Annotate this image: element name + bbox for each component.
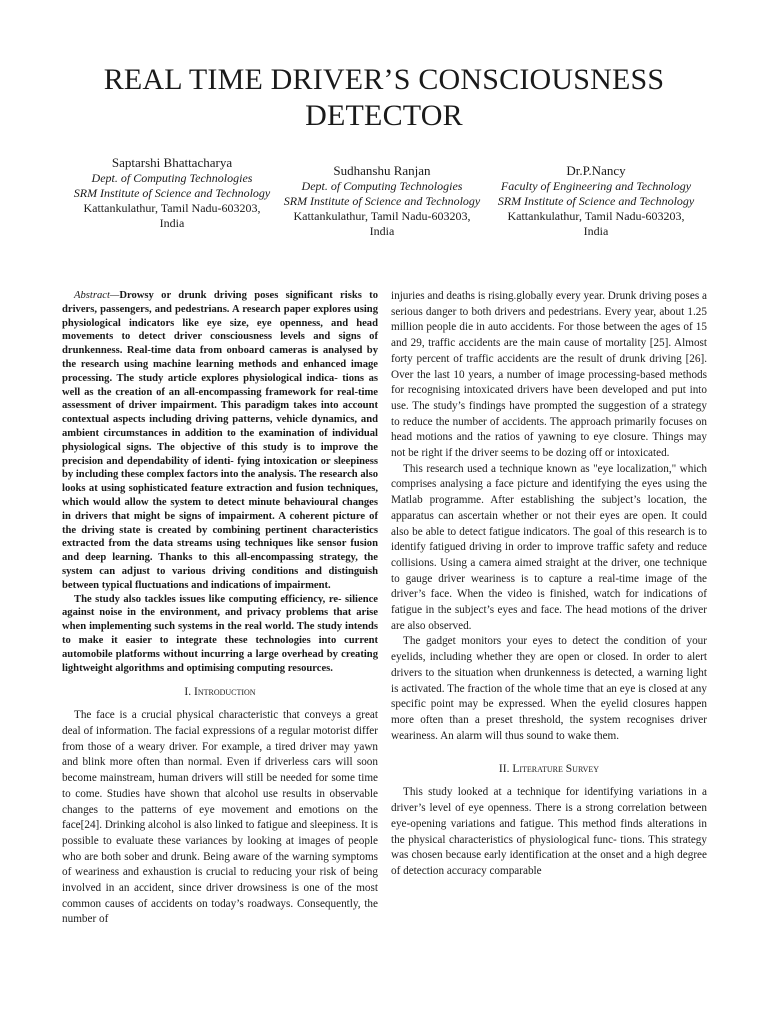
paper-title-line-1: REAL TIME DRIVER’S CONSCIOUSNESS bbox=[103, 63, 665, 96]
abstract-paragraph bbox=[62, 289, 378, 593]
author-department: Dept. of Computing Technologies bbox=[301, 179, 463, 193]
abstract-paragraph: The study also tackles issues like computing efficiency, re- silience against noise in the environment, and privacy problems that arise when implementing such systems in the real world. The study intends to make it easier to integrate these technologies into current automobile platforms without incurring a large overhead by creating lightweight algorithms and optimising computing resources. bbox=[62, 593, 378, 674]
author-institution: SRM Institute of Science and Technology bbox=[73, 186, 271, 200]
author-name: Saptarshi Bhattacharya bbox=[111, 155, 233, 170]
paper-title bbox=[0, 62, 768, 134]
abstract bbox=[62, 289, 378, 675]
body-paragraph: This research used a technique known as "eye localization," which comprises analysing a face picture and identifying the eyes using the Matlab programme. After establishing the subject’s location, the apparatus can ascertain whether or not their eyes are open. It could also be able to detect fatigue indicators. The goal of this research is to identify fatigued driving in order to improve traffic safety and reduce collisions. Using a camera aimed straight at the driver, one technique to gauge driver weariness is to capture a real-time image of the driver’s face. When the video is finished, watch for indications of fatigue in the subject’s eyes and face. The head motions of the driver are also observed. bbox=[391, 462, 707, 632]
section-heading-literature-survey bbox=[391, 762, 707, 777]
author-address: Kattankulathur, Tamil Nadu-603203, bbox=[293, 209, 471, 223]
author-department: Dept. of Computing Technologies bbox=[91, 171, 253, 185]
body-paragraph-continued: injuries and deaths is rising.globally every year. Drunk driving poses a serious danger to both drivers and pedestrians. Every year, about 1.25 million people die in auto accidents. For those between the ages of 15 and 29, traffic accidents are the main cause of mortality [25]. Almost forty percent of traffic accidents are the result of drunk driving [26]. Over the last 10 years, a number of image processing-based methods for recognising intoxicated drivers have been developed and put into use. The study’s findings have prompted the suggestion of a strategy to reduce the number of accidents. The approach primarily focuses on head motions and the ratios of yawning to eye closure. Things may not be right if the driver seems to be dozing off or intoxicated. bbox=[391, 290, 707, 460]
section-heading-introduction bbox=[62, 685, 378, 700]
author-name: Dr.P.Nancy bbox=[566, 163, 626, 178]
author-address: Kattankulathur, Tamil Nadu-603203, bbox=[83, 201, 261, 215]
author-block bbox=[482, 162, 710, 239]
author-institution: SRM Institute of Science and Technology bbox=[497, 194, 695, 208]
author-block bbox=[64, 154, 280, 231]
author-block bbox=[276, 162, 488, 239]
author-address: Kattankulathur, Tamil Nadu-603203, bbox=[507, 209, 685, 223]
body-paragraph: The face is a crucial physical characteristic that conveys a great deal of information. The facial expressions of a regular motorist differ from those of a weary driver. For example, a tired driver may yawn and blink more often than normal. Even if driverless cars will soon become mainstream, human drivers will still be needed for some time to come. Studies have shown that alcohol use results in observable changes to the patterns of eye movement and emotions on the face[24]. Drinking alcohol is also linked to fatigue and sleepiness. It is possible to evaluate these variances by looking at images of people who are both sober and drunk. Being aware of the warning symptoms of weariness and exhaustion is crucial to reducing your risk of being involved in an accident, since driver drowsiness is one of the most common causes of accidents on today’s roadways. Consequently, the number of bbox=[62, 709, 378, 926]
section-number: I. bbox=[184, 686, 192, 699]
paper-title-line-2: DETECTOR bbox=[305, 99, 463, 132]
right-column bbox=[391, 289, 707, 880]
body-paragraph: The gadget monitors your eyes to detect the condition of your eyelids, including whether they are open or closed. In order to alert drivers to the situation when drunkenness is detected, a warning light is activated. The fraction of the whole time that an eye is closed at any specific point may be expressed. When the eyelid closures happen more often than a preset threshold, the system recognises driver weariness. An alarm will thus sound to wake them. bbox=[391, 635, 707, 742]
section-title: Introduction bbox=[193, 686, 256, 699]
author-country: India bbox=[583, 224, 609, 238]
section-number: II. bbox=[498, 763, 510, 776]
author-country: India bbox=[159, 216, 185, 230]
abstract-text: Drowsy or drunk driving poses significant risks to drivers, passengers, and pedestrians. A research paper explores using physiological indicators like eye size, eye openness, and head movements to detect driver consciousness levels and signs of drunkenness. Real-time data from onboard cameras is analysed by the research using machine learning methods and enhanced image processing. The study article explores physiological indica- tions as well as the creation of an all-encompassing framework for real-time assessment of driver impairment. This paradigm takes into account contextual aspects including driving patterns, vehicle dynamics, and ambient circumstances in addition to the examination of individual physiological signs. The objective of this study is to improve the precision and dependability of identi- fying intoxication or sleepiness by including these complex factors into the analysis. The research also looks at using sophisticated feature extraction and fusion techniques, which would allow the system to detect minute behavioural changes in drivers that might be signs of impairment. A coherent picture of the driving state is created by combining pertinent characteristics extracted from the data streams using techniques like sensor fusion and deep learning. Thanks to this all-encompassing strategy, the system can adjust to various driving conditions and distinguish between typical fluctuations and indications of impairment. bbox=[62, 290, 378, 591]
author-department: Faculty of Engineering and Technology bbox=[500, 179, 692, 193]
left-column bbox=[62, 289, 378, 928]
body-paragraph: This study looked at a technique for identifying variations in a driver’s level of eye openness. There is a strong correlation between eye-opening variations and fatigue. This method finds alterations in the physical characteristics of physiological func- tions. This strategy was chosen because early identification at the onset and a high degree of detection accuracy comparable bbox=[391, 786, 707, 877]
author-institution: SRM Institute of Science and Technology bbox=[283, 194, 481, 208]
author-country: India bbox=[369, 224, 395, 238]
section-title: Literature Survey bbox=[512, 763, 600, 776]
author-name: Sudhanshu Ranjan bbox=[333, 163, 431, 178]
abstract-label: Abstract— bbox=[74, 290, 120, 301]
